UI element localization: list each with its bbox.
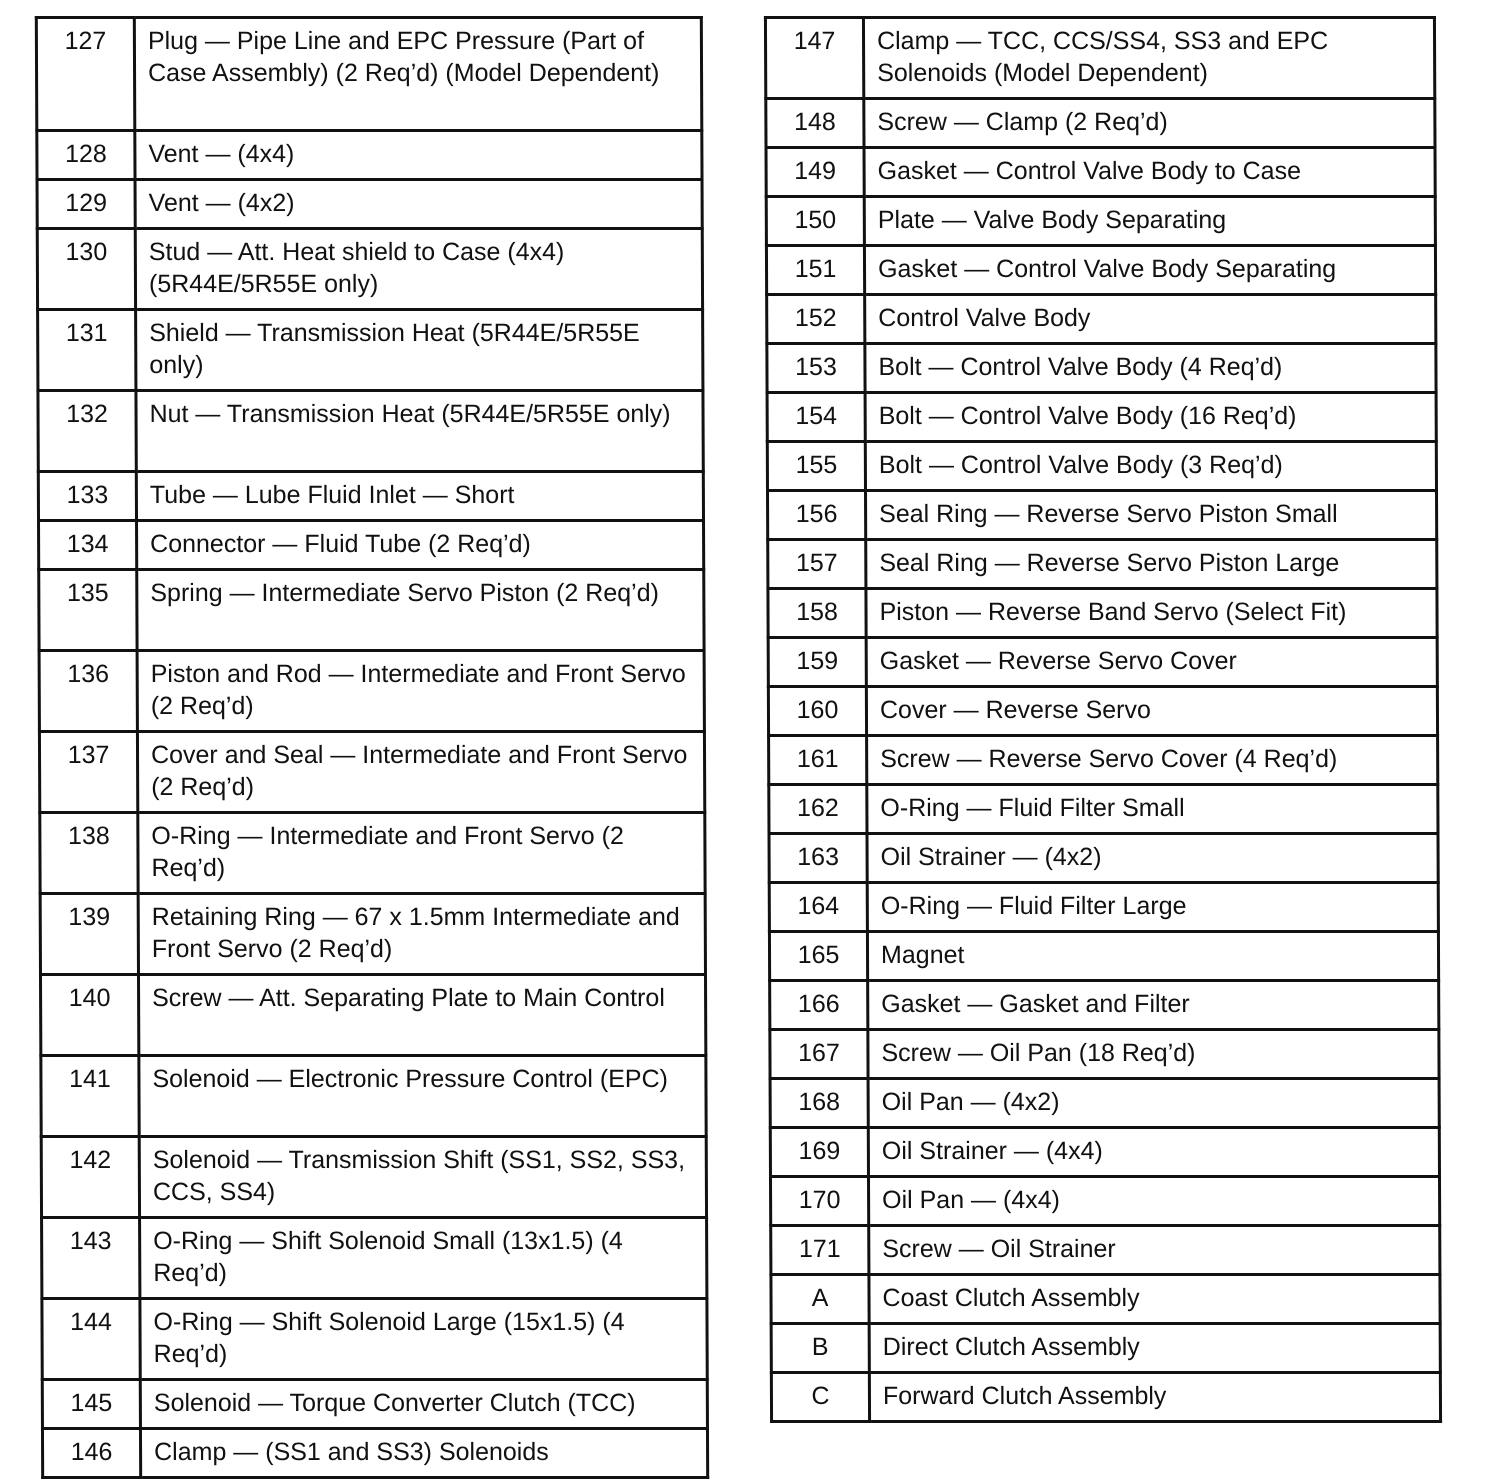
item-description: Solenoid — Transmission Shift (SS1, SS2, SS3, CCS, SS4) bbox=[139, 1137, 706, 1218]
item-number: 132 bbox=[38, 391, 136, 472]
table-row bbox=[767, 344, 1436, 393]
item-description: O-Ring — Fluid Filter Large bbox=[867, 883, 1438, 932]
table-row bbox=[769, 736, 1438, 785]
item-number: 151 bbox=[766, 246, 864, 295]
item-number: 152 bbox=[767, 295, 865, 344]
item-number: 160 bbox=[768, 687, 866, 736]
item-number: 139 bbox=[40, 894, 138, 975]
item-description: Control Valve Body bbox=[865, 295, 1436, 344]
item-number: 170 bbox=[770, 1177, 868, 1226]
table-row bbox=[767, 442, 1436, 491]
item-description: Screw — Oil Strainer bbox=[869, 1226, 1440, 1275]
table-row bbox=[771, 1275, 1440, 1324]
table-row bbox=[765, 18, 1434, 99]
item-number: 130 bbox=[37, 229, 135, 310]
item-description: Spring — Intermediate Servo Piston (2 Req’d) bbox=[137, 570, 704, 651]
item-number: 150 bbox=[766, 197, 864, 246]
table-row bbox=[768, 687, 1437, 736]
table-row bbox=[38, 391, 703, 472]
table-row bbox=[770, 1177, 1439, 1226]
item-number: 141 bbox=[41, 1056, 139, 1137]
table-row bbox=[769, 834, 1438, 883]
table-row bbox=[42, 1299, 707, 1380]
item-description: O-Ring — Shift Solenoid Large (15x1.5) (4 Req’d) bbox=[140, 1299, 707, 1380]
item-number: 134 bbox=[39, 521, 137, 570]
item-number: 138 bbox=[40, 813, 138, 894]
table-row bbox=[770, 981, 1439, 1030]
item-number: 131 bbox=[38, 310, 136, 391]
item-description: Shield — Transmission Heat (5R44E/5R55E only) bbox=[136, 310, 703, 391]
item-description: Coast Clutch Assembly bbox=[869, 1275, 1440, 1324]
table-row bbox=[41, 1137, 706, 1218]
item-number: 154 bbox=[767, 393, 865, 442]
table-row bbox=[37, 229, 702, 310]
table-row bbox=[42, 1380, 707, 1429]
item-number: B bbox=[771, 1324, 869, 1373]
item-description: Connector — Fluid Tube (2 Req’d) bbox=[137, 521, 704, 570]
item-description: Oil Strainer — (4x2) bbox=[867, 834, 1438, 883]
item-description: Oil Pan — (4x4) bbox=[868, 1177, 1439, 1226]
item-number: 142 bbox=[41, 1137, 139, 1218]
item-number: 162 bbox=[769, 785, 867, 834]
table-row bbox=[768, 540, 1437, 589]
item-number: 127 bbox=[36, 18, 134, 131]
item-description: O-Ring — Intermediate and Front Servo (2 Req’d) bbox=[138, 813, 705, 894]
item-number: 171 bbox=[771, 1226, 869, 1275]
item-description: Cover — Reverse Servo bbox=[866, 687, 1437, 736]
item-number: 153 bbox=[767, 344, 865, 393]
item-number: 143 bbox=[42, 1218, 140, 1299]
table-row bbox=[767, 393, 1436, 442]
item-number: 165 bbox=[769, 932, 867, 981]
table-row bbox=[769, 883, 1438, 932]
parts-table-right bbox=[764, 16, 1442, 1423]
item-description: Screw — Reverse Servo Cover (4 Req’d) bbox=[867, 736, 1438, 785]
table-row bbox=[36, 18, 701, 131]
table-row bbox=[38, 472, 703, 521]
item-description: Seal Ring — Reverse Servo Piston Small bbox=[866, 491, 1437, 540]
table-row bbox=[40, 975, 705, 1056]
table-row bbox=[767, 295, 1436, 344]
table-row bbox=[768, 589, 1437, 638]
parts-table-left bbox=[35, 16, 709, 1479]
item-number: 135 bbox=[39, 570, 137, 651]
item-description: Bolt — Control Valve Body (3 Req’d) bbox=[865, 442, 1436, 491]
item-description: Bolt — Control Valve Body (16 Req’d) bbox=[865, 393, 1436, 442]
item-number: 137 bbox=[39, 732, 137, 813]
item-number: 168 bbox=[770, 1079, 868, 1128]
item-description: Screw — Att. Separating Plate to Main Control bbox=[138, 975, 705, 1056]
table-row bbox=[768, 491, 1437, 540]
item-description: Piston — Reverse Band Servo (Select Fit) bbox=[866, 589, 1437, 638]
item-description: Solenoid — Torque Converter Clutch (TCC) bbox=[140, 1380, 707, 1429]
item-number: 149 bbox=[766, 148, 864, 197]
item-number: 144 bbox=[42, 1299, 140, 1380]
table-row bbox=[39, 521, 704, 570]
item-description: Nut — Transmission Heat (5R44E/5R55E only) bbox=[136, 391, 703, 472]
table-row bbox=[40, 813, 705, 894]
item-number: 159 bbox=[768, 638, 866, 687]
table-row bbox=[769, 932, 1438, 981]
item-description: Forward Clutch Assembly bbox=[869, 1373, 1440, 1422]
item-number: 133 bbox=[38, 472, 136, 521]
item-number: A bbox=[771, 1275, 869, 1324]
item-description: Vent — (4x2) bbox=[135, 180, 702, 229]
table-row bbox=[42, 1429, 707, 1478]
item-description: Plug — Pipe Line and EPC Pressure (Part of Case Assembly) (2 Req’d) (Model Dependent) bbox=[134, 18, 701, 131]
table-row bbox=[39, 651, 704, 732]
item-description: Plate — Valve Body Separating bbox=[864, 197, 1435, 246]
item-number: 155 bbox=[767, 442, 865, 491]
table-row bbox=[38, 310, 703, 391]
item-description: Bolt — Control Valve Body (4 Req’d) bbox=[865, 344, 1436, 393]
item-description: Vent — (4x4) bbox=[135, 131, 702, 180]
table-row bbox=[768, 638, 1437, 687]
table-row bbox=[37, 180, 702, 229]
item-description: Gasket — Reverse Servo Cover bbox=[866, 638, 1437, 687]
item-description: Screw — Oil Pan (18 Req’d) bbox=[868, 1030, 1439, 1079]
item-number: C bbox=[771, 1373, 869, 1422]
table-row bbox=[771, 1373, 1440, 1422]
item-description: Direct Clutch Assembly bbox=[869, 1324, 1440, 1373]
table-row bbox=[769, 785, 1438, 834]
item-description: Piston and Rod — Intermediate and Front Servo (2 Req’d) bbox=[137, 651, 704, 732]
item-description: O-Ring — Shift Solenoid Small (13x1.5) (4 Req’d) bbox=[140, 1218, 707, 1299]
table-row bbox=[39, 570, 704, 651]
table-row bbox=[771, 1324, 1440, 1373]
item-description: Tube — Lube Fluid Inlet — Short bbox=[136, 472, 703, 521]
item-description: Magnet bbox=[867, 932, 1438, 981]
item-description: Seal Ring — Reverse Servo Piston Large bbox=[866, 540, 1437, 589]
table-row bbox=[40, 894, 705, 975]
table-row bbox=[42, 1218, 707, 1299]
table-row bbox=[770, 1128, 1439, 1177]
item-description: Gasket — Control Valve Body Separating bbox=[864, 246, 1435, 295]
item-number: 156 bbox=[768, 491, 866, 540]
item-number: 166 bbox=[770, 981, 868, 1030]
item-description: Retaining Ring — 67 x 1.5mm Intermediate and Front Servo (2 Req’d) bbox=[138, 894, 705, 975]
item-description: Screw — Clamp (2 Req’d) bbox=[864, 99, 1435, 148]
item-number: 161 bbox=[769, 736, 867, 785]
item-description: Cover and Seal — Intermediate and Front Servo (2 Req’d) bbox=[137, 732, 704, 813]
table-row bbox=[41, 1056, 706, 1137]
item-number: 140 bbox=[40, 975, 138, 1056]
item-description: O-Ring — Fluid Filter Small bbox=[867, 785, 1438, 834]
item-number: 157 bbox=[768, 540, 866, 589]
item-description: Stud — Att. Heat shield to Case (4x4) (5R44E/5R55E only) bbox=[135, 229, 702, 310]
table-row bbox=[766, 197, 1435, 246]
item-number: 167 bbox=[770, 1030, 868, 1079]
item-description: Clamp — TCC, CCS/SS4, SS3 and EPC Solenoids (Model Dependent) bbox=[863, 18, 1434, 99]
table-row bbox=[771, 1226, 1440, 1275]
item-description: Oil Strainer — (4x4) bbox=[868, 1128, 1439, 1177]
item-description: Gasket — Control Valve Body to Case bbox=[864, 148, 1435, 197]
item-number: 146 bbox=[42, 1429, 140, 1478]
item-number: 164 bbox=[769, 883, 867, 932]
item-number: 163 bbox=[769, 834, 867, 883]
item-number: 129 bbox=[37, 180, 135, 229]
item-number: 136 bbox=[39, 651, 137, 732]
table-row bbox=[766, 246, 1435, 295]
item-number: 148 bbox=[766, 99, 864, 148]
item-description: Solenoid — Electronic Pressure Control (EPC) bbox=[139, 1056, 706, 1137]
item-number: 128 bbox=[37, 131, 135, 180]
item-number: 169 bbox=[770, 1128, 868, 1177]
table-row bbox=[39, 732, 704, 813]
table-row bbox=[770, 1079, 1439, 1128]
item-description: Oil Pan — (4x2) bbox=[868, 1079, 1439, 1128]
table-row bbox=[766, 148, 1435, 197]
table-row bbox=[37, 131, 702, 180]
item-number: 158 bbox=[768, 589, 866, 638]
item-description: Gasket — Gasket and Filter bbox=[868, 981, 1439, 1030]
table-row bbox=[770, 1030, 1439, 1079]
item-number: 147 bbox=[765, 18, 863, 99]
table-row bbox=[766, 99, 1435, 148]
item-number: 145 bbox=[42, 1380, 140, 1429]
item-description: Clamp — (SS1 and SS3) Solenoids bbox=[140, 1429, 707, 1478]
